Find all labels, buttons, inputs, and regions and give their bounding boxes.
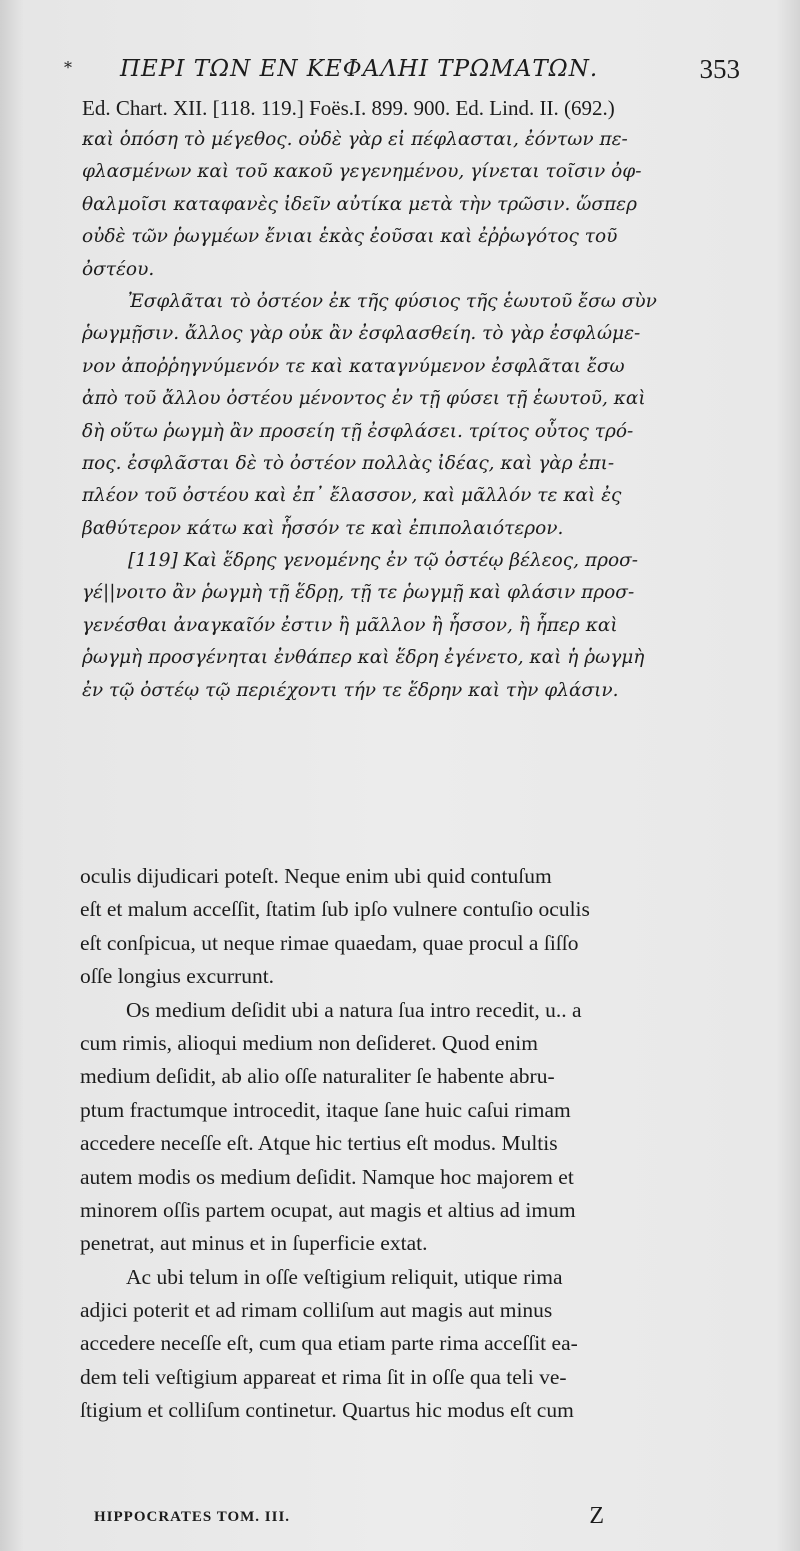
greek-line: ἐν τῷ ὀστέῳ τῷ περιέχοντι τήν τε ἕδρην καὶ τὴν φλάσιν. bbox=[82, 679, 619, 701]
greek-line: ῥωγμῇσιν. ἄλλος γὰρ οὐκ ἂν ἐσφλασθείη. τὸ γὰρ ἐσφλώμε- bbox=[82, 323, 641, 345]
page-footer bbox=[94, 1503, 604, 1533]
greek-line: νον ἀποῤῥηγνύμενόν τε καὶ καταγνύμενον ἐσφλᾶται ἔσω bbox=[82, 355, 625, 377]
latin-line: oſſe longius excurrunt. bbox=[80, 964, 275, 989]
greek-line: φλασμένων καὶ τοῦ κακοῦ γεγενημένου, γίνεται τοῖσιν ὀφ- bbox=[82, 161, 642, 183]
latin-line: ptum fractumque introcedit, itaque ſane huic caſui rimam bbox=[80, 1097, 571, 1122]
running-header bbox=[60, 52, 740, 92]
greek-line: γέ||νοιτο ἂν ῥωγμὴ τῇ ἕδρῃ, τῇ τε ῥωγμῇ καὶ φλάσιν προσ- bbox=[82, 582, 635, 604]
greek-line: ἀπὸ τοῦ ἄλλου ὀστέου μένοντος ἐν τῇ φύσει τῇ ἑωυτοῦ, καὶ bbox=[82, 388, 646, 410]
latin-line: penetrat, aut minus et in ſuperficie extat. bbox=[80, 1231, 428, 1256]
edition-reference-line: Ed. Chart. XII. [118. 119.] Foës.I. 899. 900. Ed. Lind. II. (692.) bbox=[82, 96, 615, 120]
latin-line: autem modis os medium deſidit. Namque hoc majorem et bbox=[80, 1164, 574, 1189]
latin-line: oculis dijudicari poteſt. Neque enim ubi quid contuſum bbox=[80, 864, 552, 888]
footer-volume-label: HIPPOCRATES TOM. III. bbox=[94, 1509, 291, 1525]
greek-line: πος. ἐσφλᾶσται δὲ τὸ ὀστέον πολλὰς ἰδέας, καὶ γὰρ ἐπι- bbox=[82, 452, 615, 474]
latin-line: accedere neceſſe eſt. Atque hic tertius eſt modus. Multis bbox=[80, 1131, 558, 1156]
latin-line: ſtigium et colliſum continetur. Quartus hic modus eſt cum bbox=[80, 1398, 574, 1423]
latin-line: eſt conſpicua, ut neque rimae quaedam, quae procul a ſiſſo bbox=[80, 930, 579, 955]
latin-line: cum rimis, alioqui medium non deſideret. Quod enim bbox=[80, 1030, 538, 1055]
greek-line: βαθύτερον κάτω καὶ ἧσσόν τε καὶ ἐπιπολαιότερον. bbox=[82, 517, 564, 539]
latin-line: medium deſidit, ab alio oſſe naturaliter ſe habente abru- bbox=[80, 1064, 555, 1089]
header-star-mark: * bbox=[64, 58, 72, 77]
greek-line: δὴ οὕτω ῥωγμὴ ἂν προσείη τῇ ἐσφλάσει. τρίτος οὗτος τρό- bbox=[82, 420, 634, 442]
greek-line: ὀστέου. bbox=[82, 258, 155, 280]
greek-line: πλέον τοῦ ὀστέου καὶ ἐπ᾽ ἔλασσον, καὶ μᾶλλόν τε καὶ ἐς bbox=[82, 485, 622, 507]
greek-line: Ἐσφλᾶται τὸ ὀστέον ἐκ τῆς φύσιος τῆς ἑωυτοῦ ἔσω σὺν bbox=[128, 290, 657, 312]
latin-line: eſt et malum acceſſit, ſtatim ſub ipſo vulnere contuſio oculis bbox=[80, 897, 590, 922]
latin-line: minorem oſſis partem ocupat, aut magis et altius ad imum bbox=[80, 1197, 576, 1222]
running-title: ΠΕΡΙ ΤΩΝ ΕΝ ΚΕΦΑΛΗΙ ΤΡΩΜΑΤΩΝ. bbox=[120, 56, 599, 82]
latin-text-block bbox=[80, 860, 750, 1428]
greek-line: ῥωγμὴ προσγένηται ἐνθάπερ καὶ ἕδρη ἐγένετο, καὶ ἡ ῥωγμὴ bbox=[82, 647, 645, 669]
latin-line: adjici poterit et ad rimam colliſum aut magis aut minus bbox=[80, 1298, 553, 1323]
greek-line: θαλμοῖσι καταφανὲς ἰδεῖν αὐτίκα μετὰ τὴν τρῶσιν. ὥσπερ bbox=[82, 193, 637, 215]
greek-line: οὐδὲ τῶν ῥωγμέων ἔνιαι ἑκὰς ἐοῦσαι καὶ ἐῤῥωγότος τοῦ bbox=[82, 226, 618, 248]
latin-line: accedere neceſſe eſt, cum qua etiam parte rima acceſſit ea- bbox=[80, 1331, 578, 1356]
greek-text-block bbox=[82, 124, 746, 707]
greek-line: γενέσθαι ἀναγκαῖόν ἐστιν ἢ μᾶλλον ἢ ἧσσον, ἢ ἧπερ καὶ bbox=[82, 614, 618, 636]
page-number: 353 bbox=[699, 54, 740, 84]
latin-line: Ac ubi telum in oſſe veſtigium reliquit, utique rima bbox=[126, 1264, 563, 1289]
latin-line: Os medium deſidit ubi a natura ſua intro recedit, u.. a bbox=[126, 997, 582, 1022]
signature-mark: Z bbox=[589, 1503, 604, 1529]
greek-line: [119] Καὶ ἕδρης γενομένης ἐν τῷ ὀστέῳ βέλεος, προσ- bbox=[128, 550, 638, 572]
greek-line: καὶ ὁπόση τὸ μέγεθος. οὐδὲ γὰρ εἰ πέφλασται, ἐόντων πε- bbox=[82, 129, 628, 150]
latin-line: dem teli veſtigium appareat et rima ſit in oſſe qua teli ve- bbox=[80, 1364, 567, 1389]
